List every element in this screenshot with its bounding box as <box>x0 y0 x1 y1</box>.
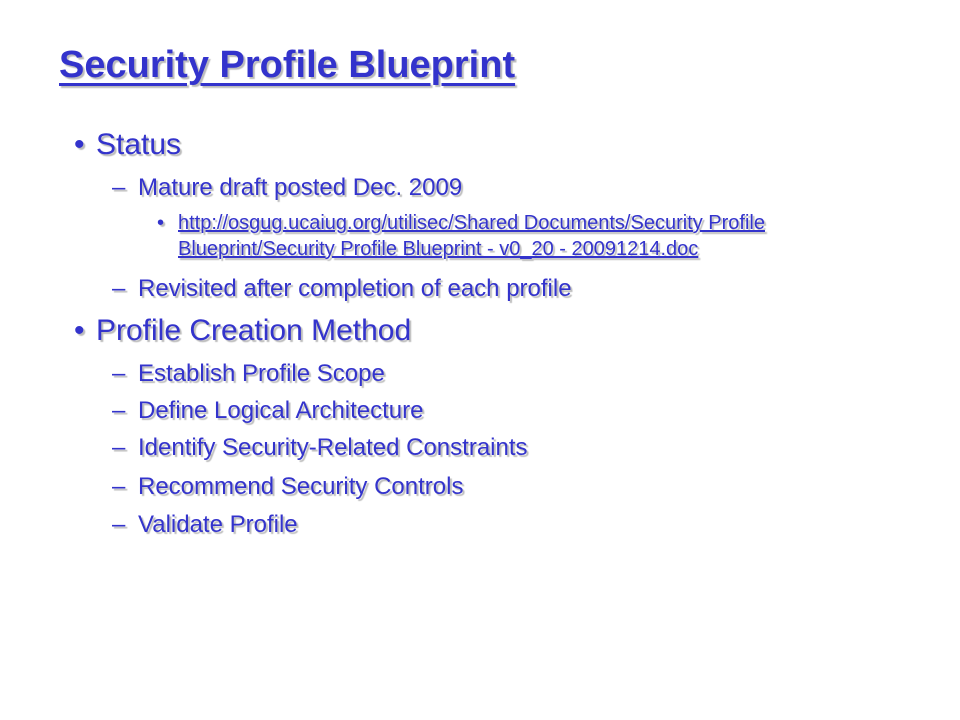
method-step-text: Identify Security-Related Constraints <box>138 434 528 461</box>
dash-glyph: – <box>112 360 126 387</box>
method-step-text: Establish Profile Scope <box>138 360 385 387</box>
dash-glyph: – <box>112 275 126 302</box>
method-step-text: Recommend Security Controls <box>138 473 464 500</box>
bullet-status <box>74 128 181 162</box>
status-item-text: Revisited after completion of each profile <box>138 275 572 302</box>
method-step <box>112 473 463 501</box>
method-step <box>112 511 298 539</box>
document-link-line-1: http://osgug.ucaiug.org/utilisec/Shared Documents/Security Profile <box>178 212 765 234</box>
page-title: Security Profile Blueprint <box>59 44 516 86</box>
bullet-method-label: Profile Creation Method <box>96 314 412 347</box>
method-step-text: Validate Profile <box>138 511 298 538</box>
document-link[interactable] <box>178 210 917 262</box>
bullet-glyph: • <box>74 314 85 347</box>
dash-glyph: – <box>112 174 126 201</box>
method-step-text: Define Logical Architecture <box>138 397 424 424</box>
status-item-draft <box>112 174 462 202</box>
dash-glyph: – <box>112 434 126 461</box>
dash-glyph: – <box>112 511 126 538</box>
dash-glyph: – <box>112 473 126 500</box>
method-step <box>112 434 528 462</box>
status-link-item <box>157 210 917 262</box>
status-item-text: Mature draft posted Dec. 2009 <box>138 174 463 201</box>
bullet-profile-creation-method <box>74 314 411 348</box>
bullet-glyph: • <box>157 212 165 234</box>
method-step <box>112 360 385 388</box>
bullet-status-label: Status <box>96 128 182 161</box>
document-link-line-2: Blueprint/Security Profile Blueprint - v0_20 - 20091214.doc <box>178 238 699 260</box>
bullet-glyph: • <box>74 128 85 161</box>
method-step <box>112 397 424 425</box>
dash-glyph: – <box>112 397 126 424</box>
status-item-revisited <box>112 275 572 303</box>
